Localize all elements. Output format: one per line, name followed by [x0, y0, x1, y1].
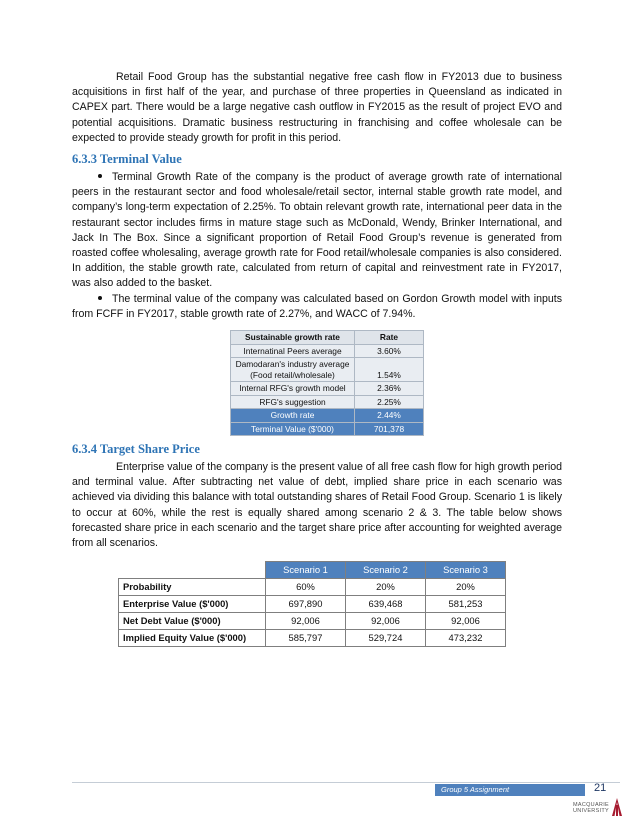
scenario-header: Scenario 1 — [266, 562, 346, 579]
growth-row-label: Growth rate — [231, 409, 355, 423]
growth-rate-table — [230, 330, 424, 436]
growth-row-label — [231, 358, 355, 382]
growth-row-label: RFG's suggestion — [231, 395, 355, 409]
terminal-bullet-2 — [72, 292, 562, 322]
scenario-table-header — [119, 562, 506, 579]
cell-value: 697,890 — [266, 596, 346, 613]
table-row — [119, 630, 506, 647]
scenario-header: Scenario 2 — [346, 562, 426, 579]
terminal-bullet-1-text: Terminal Growth Rate of the company is the product of average growth rate of international peers in the restaurant sector and food wholesale/retail sector, internal stable growth rate model, and company’s long-term expectation of 2.25%. To obtain relevant growth rate, international peer data in the restaurant sector includes firms in mature stage such as McDonald, Wendy, Brinker International, and Jack In The Box. Since a significant proportion of Retail Food Group’s revenue is generated from roasted coffee wholesaling, average growth rate for Food retail/wholesale companies is also considered. In addition, the stable growth rate, calculated from return of capital and reinvestment rate in FY2017, was also added to the basket. — [72, 171, 562, 290]
growth-row-rate: 3.60% — [355, 344, 424, 358]
cell-value: 92,006 — [346, 613, 426, 630]
growth-row-rate: 2.25% — [355, 395, 424, 409]
growth-row-label: Internal RFG's growth model — [231, 382, 355, 396]
intro-paragraph: Retail Food Group has the substantial negative free cash flow in FY2013 due to business acquisitions in first half of the year, and purchase of three properties in Queensland as indicated in CAPEX part. There would be a large negative cash outflow in FY2015 as the result of project EVO and potential acquisitions. Dramatic business restructuring in franchising and coffee wholesale can be expected to provide steady growth for profit in this period. — [72, 71, 562, 144]
logo-text — [565, 802, 609, 814]
row-label: Probability — [119, 579, 266, 596]
terminal-value-heading: 6.3.3 Terminal Value — [72, 152, 182, 167]
growth-row-rate: 1.54% — [355, 358, 424, 382]
growth-row-rate: 701,378 — [355, 422, 424, 436]
bullet-icon — [98, 296, 102, 300]
terminal-bullet-1 — [72, 170, 562, 292]
scenario-table — [118, 561, 506, 647]
bullet-icon — [98, 174, 102, 178]
terminal-bullet-2-text: The terminal value of the company was calculated based on Gordon Growth model with inputs from FCFF in FY2017, stable growth rate of 2.27%, and WACC of 7.94%. — [72, 292, 562, 320]
growth-table-header — [231, 331, 424, 345]
document-page — [72, 70, 562, 647]
growth-table-row — [231, 358, 424, 382]
table-row — [119, 613, 506, 630]
logo-line-1: MACQUARIE — [572, 802, 609, 808]
growth-header-label: Sustainable growth rate — [231, 331, 355, 345]
row-label: Net Debt Value ($'000) — [119, 613, 266, 630]
footer-divider — [72, 782, 620, 783]
logo-line-2: UNIVERSITY — [572, 808, 609, 814]
table-row — [119, 596, 506, 613]
lighthouse-icon — [611, 797, 623, 817]
growth-row-label-line2: (Food retail/wholesale) — [250, 369, 335, 380]
growth-table-row — [231, 395, 424, 409]
growth-row-rate: 2.44% — [355, 409, 424, 423]
cell-value: 92,006 — [426, 613, 506, 630]
growth-row-label: Internatinal Peers average — [231, 344, 355, 358]
growth-row-label-line1: Damodaran's industry average — [235, 359, 350, 370]
cell-value: 529,724 — [346, 630, 426, 647]
target-share-price-heading: 6.3.4 Target Share Price — [72, 442, 200, 457]
growth-header-rate: Rate — [355, 331, 424, 345]
growth-table-row-highlight — [231, 409, 424, 423]
cell-value: 639,468 — [346, 596, 426, 613]
growth-table-row-highlight — [231, 422, 424, 436]
footer-group-label: Group 5 Assignment — [435, 784, 585, 796]
target-paragraph: Enterprise value of the company is the present value of all free cash flow for high growth period and terminal value. After subtracting net value of debt, implied share price in each scenario was achieved via dividing this balance with total outstanding shares of Retail Food Group. Scenario 1 is likely to occur at 60%, while the rest is equally shared among scenario 2 & 3. The table below shows forecasted share price in each scenario and the target share price after accounting for weighted average from all scenarios. — [72, 461, 562, 550]
page-number: 21 — [594, 782, 607, 794]
university-logo — [565, 797, 625, 823]
scenario-header: Scenario 3 — [426, 562, 506, 579]
growth-row-rate: 2.36% — [355, 382, 424, 396]
cell-value: 473,232 — [426, 630, 506, 647]
cell-value: 20% — [346, 579, 426, 596]
growth-table-row — [231, 382, 424, 396]
growth-row-label: Terminal Value ($'000) — [231, 422, 355, 436]
row-label: Enterprise Value ($'000) — [119, 596, 266, 613]
cell-value: 581,253 — [426, 596, 506, 613]
table-row — [119, 579, 506, 596]
cell-value: 20% — [426, 579, 506, 596]
cell-value: 585,797 — [266, 630, 346, 647]
scenario-header-blank — [119, 562, 266, 579]
growth-table-row — [231, 344, 424, 358]
row-label: Implied Equity Value ($'000) — [119, 630, 266, 647]
cell-value: 92,006 — [266, 613, 346, 630]
cell-value: 60% — [266, 579, 346, 596]
